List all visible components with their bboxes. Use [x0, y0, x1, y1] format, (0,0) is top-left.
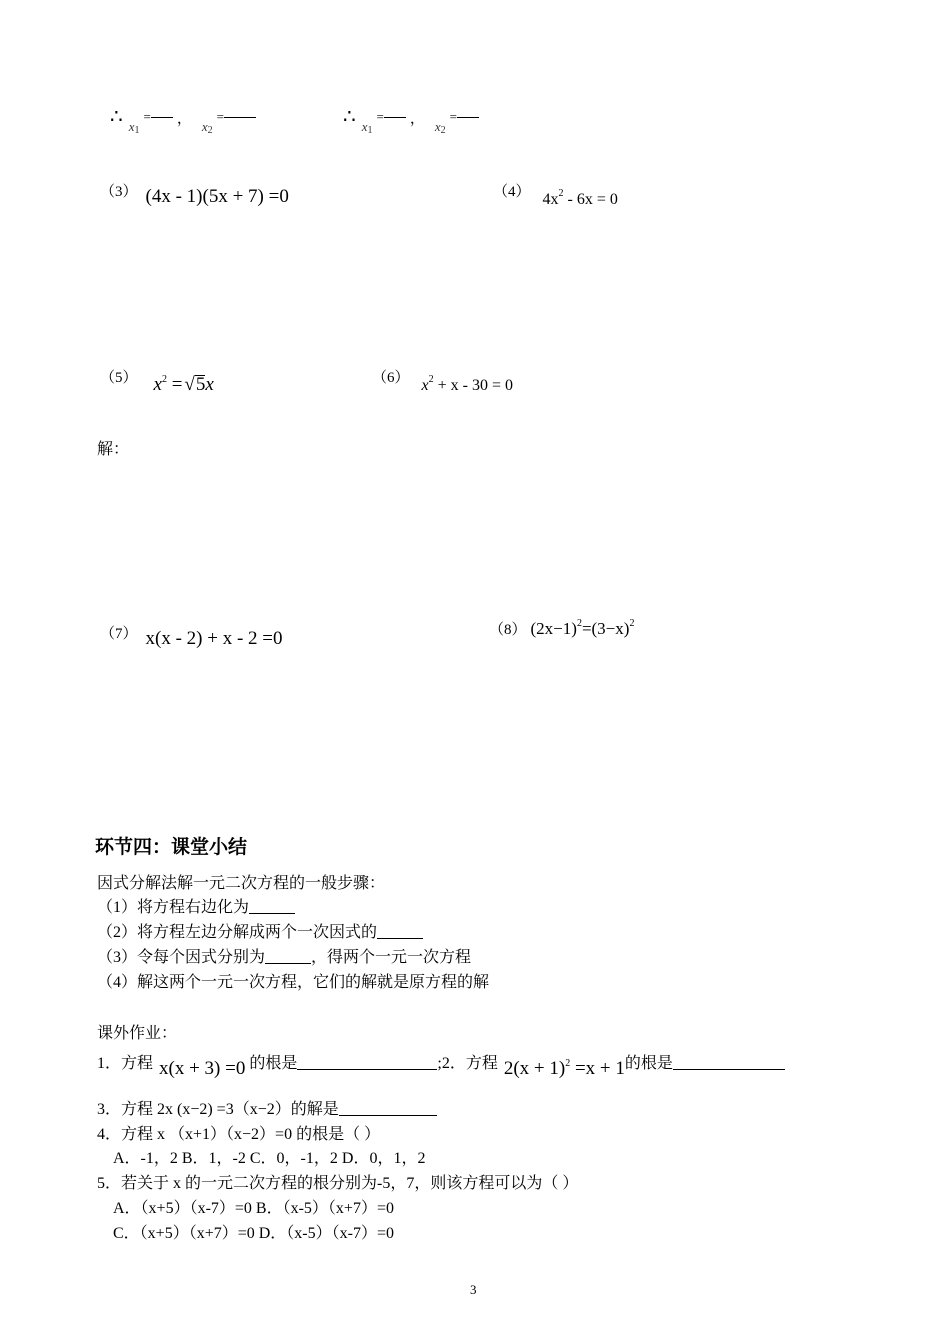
p5-var: x: [205, 374, 214, 395]
q2-right: =x + 1: [570, 1058, 625, 1079]
q1-equation: x(x + 3) =0: [159, 1058, 246, 1079]
p6-exponent: 2: [428, 374, 434, 385]
answer-blank: [384, 116, 406, 118]
q2-label: 的根是: [624, 1055, 673, 1072]
problem-6-label: （6）: [372, 370, 410, 386]
therefore-symbol: ∴: [343, 106, 356, 128]
problem-4-label: （4）: [493, 184, 531, 200]
homework-q3: [97, 1096, 437, 1119]
step-3-text: （3）令每个因式分别为: [97, 949, 266, 966]
q3-text: 3．方程 2x (x−2) =3（x−2）的解是: [97, 1101, 339, 1118]
homework-q5-options-ab: A．（x+5）（x-7）=0 B．（x-5）（x+7）=0: [113, 1200, 394, 1217]
equals-sign: =: [143, 109, 151, 124]
problem-7-label: （7）: [100, 626, 138, 642]
homework-q5-options-cd: C．（x+5）（x+7）=0 D．（x-5）（x-7）=0: [113, 1225, 394, 1242]
p6-rest: + x - 30 = 0: [433, 377, 513, 394]
homework-q4-options: A．-1，2 B．1，-2 C．0，-1，2 D．0，1，2: [113, 1150, 426, 1167]
therefore-line-left: [110, 104, 256, 136]
equals-sign: =: [376, 109, 384, 124]
x1-var: x: [128, 119, 135, 134]
x2-var: x: [434, 119, 441, 134]
comma: ，: [176, 111, 192, 127]
problem-7-equation: x(x - 2) + x - 2 =0: [145, 628, 283, 649]
therefore-line-right: [343, 104, 479, 136]
p4-rest: - 6x = 0: [563, 191, 618, 208]
fill-blank: [265, 949, 311, 964]
step-1-text: （1）将方程右边化为: [97, 899, 250, 916]
q2-prefix: ;2．方程: [437, 1055, 498, 1072]
therefore-symbol: ∴: [110, 106, 123, 128]
summary-step-3: [97, 944, 471, 967]
homework-title: 课外作业：: [97, 1025, 178, 1042]
x2-var: x: [201, 119, 208, 134]
section-4-title: 环节四：课堂小结: [95, 837, 248, 858]
problem-3-equation: (4x - 1)(5x + 7) =0: [145, 186, 289, 207]
q2-left: 2(x + 1): [503, 1058, 566, 1079]
q1-label: 的根是: [249, 1055, 298, 1072]
problem-4: [493, 180, 618, 209]
problem-6-equation: [421, 374, 513, 394]
answer-blank: [457, 116, 479, 118]
problem-7: [100, 622, 283, 650]
fill-blank: [297, 1055, 437, 1070]
answer-blank: [224, 116, 256, 118]
problem-3-label: （3）: [100, 184, 138, 200]
fill-blank: [673, 1055, 785, 1070]
summary-intro: 因式分解法解一元二次方程的一般步骤：: [97, 875, 386, 892]
problem-5-equation: [154, 374, 214, 395]
x1-var: x: [361, 119, 368, 134]
x1-sub: 1: [134, 125, 140, 136]
problem-5-label: （5）: [100, 370, 138, 386]
comma: ，: [409, 111, 425, 127]
p5-equals: =: [166, 374, 183, 395]
p5-base: x: [153, 374, 162, 395]
homework-q5: 5．若关于 x 的一元二次方程的根分别为-5，7，则该方程可以为（ ）: [97, 1175, 579, 1192]
summary-step-1: [97, 894, 295, 917]
problem-6: [372, 366, 513, 395]
equals-sign: =: [216, 109, 224, 124]
summary-step-2: [97, 919, 423, 942]
homework-q1-q2: [97, 1050, 785, 1080]
p8-left: (2x−1): [530, 619, 577, 638]
x1-sub: 1: [367, 125, 373, 136]
page-number: 3: [470, 1282, 477, 1297]
p6-base: x: [421, 377, 429, 394]
problem-8-equation: [531, 619, 635, 638]
p8-exponent-2: 2: [629, 618, 635, 629]
step-2-text: （2）将方程左边分解成两个一次因式的: [97, 924, 378, 941]
problem-4-equation: [542, 188, 618, 208]
p5-exponent: 2: [161, 374, 167, 385]
sqrt-symbol: √: [184, 374, 195, 395]
problem-3: [100, 180, 289, 208]
problem-5: [100, 366, 214, 396]
problem-8: [489, 618, 634, 639]
p4-exponent: 2: [558, 188, 564, 199]
x2-sub: 2: [207, 125, 213, 136]
p5-radicand: 5: [195, 374, 206, 395]
fill-blank: [377, 924, 423, 939]
fill-blank: [339, 1101, 437, 1116]
x2-sub: 2: [440, 125, 446, 136]
homework-q4: 4．方程 x （x+1）（x−2）=0 的根是（ ）: [97, 1126, 381, 1143]
q2-exponent: 2: [565, 1058, 571, 1069]
p8-right: =(3−x): [581, 619, 630, 638]
answer-blank: [151, 116, 173, 118]
fill-blank: [249, 899, 295, 914]
equals-sign: =: [449, 109, 457, 124]
p8-exponent-1: 2: [576, 618, 582, 629]
p4-term: 4x: [542, 191, 559, 208]
q2-equation: [504, 1058, 625, 1079]
summary-step-4: （4）解这两个一元一次方程，它们的解就是原方程的解: [97, 974, 490, 991]
step-3-text-end: ，得两个一元一次方程: [311, 949, 472, 966]
q1-prefix: 1．方程: [97, 1055, 154, 1072]
problem-8-label: （8）: [489, 622, 527, 638]
solve-label: 解：: [97, 441, 130, 458]
